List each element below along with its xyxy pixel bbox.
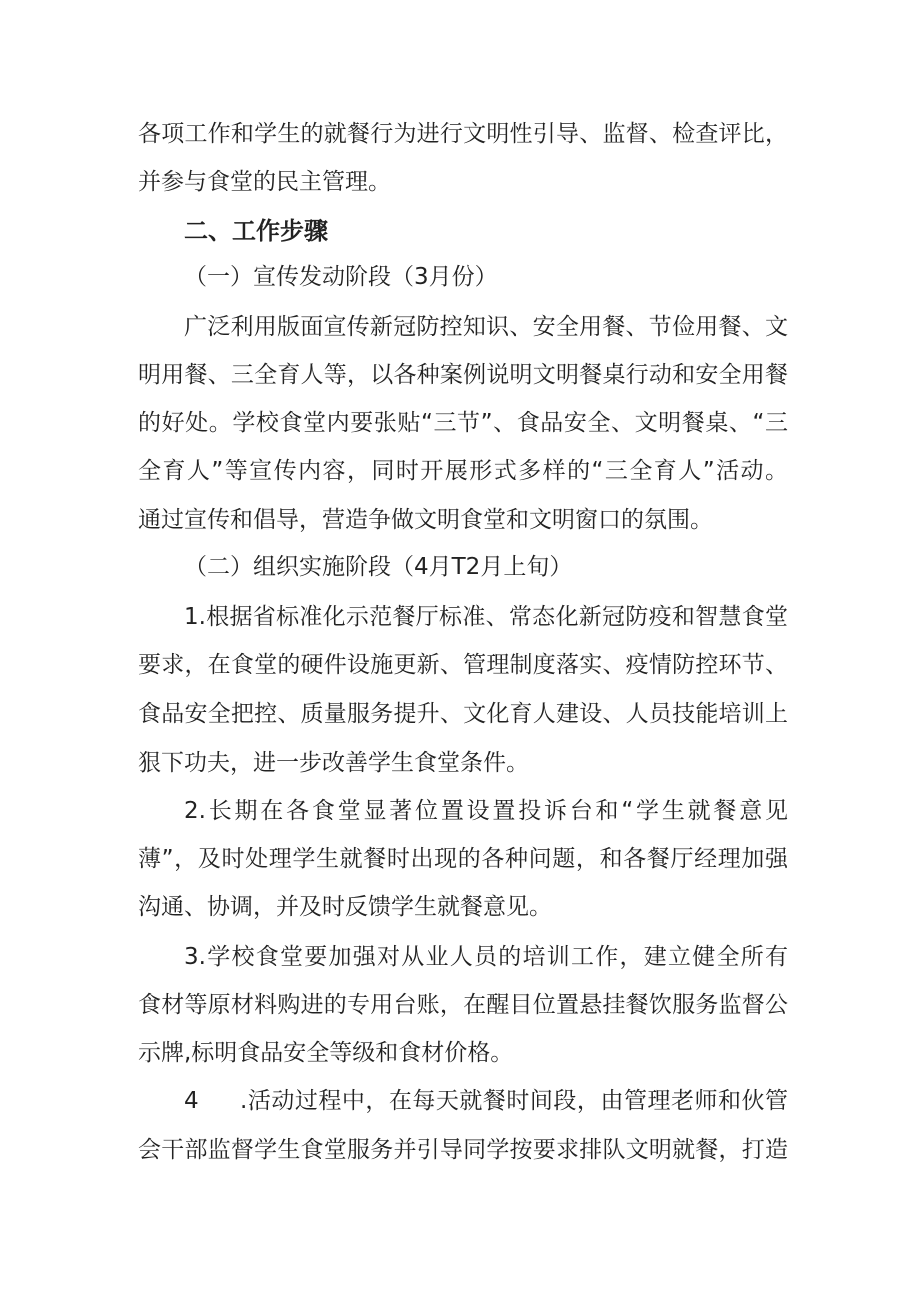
paragraph-line: .活动过程中，在每天就餐时间段，由管理老师和伙管 [240,1088,788,1114]
paragraph-line: 各项工作和学生的就餐行为进行文明性引导、监督、检查评比， [138,121,788,147]
paragraph-line: 沟通、协调，并及时反馈学生就餐意见。 [138,894,552,920]
paragraph-line: 食材等原材料购进的专用台账，在醒目位置悬挂餐饮服务监督公 [138,992,788,1018]
paragraph-line: 通过宣传和倡导，营造争做文明食堂和文明窗口的氛围。 [138,507,713,533]
paragraph-line: 狠下功夫，进一步改善学生食堂条件。 [138,750,529,776]
list-number: 4 [184,1088,199,1114]
paragraph-line: 会干部监督学生食堂服务并引导同学按要求排队文明就餐，打造 [138,1137,788,1163]
paragraph-line: 食品安全把控、质量服务提升、文化育人建设、人员技能培训上 [138,701,788,727]
paragraph-line: 薄”，及时处理学生就餐时出现的各种问题，和各餐厅经理加强 [138,846,788,872]
subsection-heading: （一）宣传发动阶段（3月份） [184,264,498,290]
section-heading: 二、工作步骤 [184,217,328,245]
paragraph-line: 1.根据省标准化示范餐厅标准、常态化新冠防疫和智慧食堂 [184,604,788,630]
paragraph-line: 明用餐、三全育人等，以各种案例说明文明餐桌行动和安全用餐 [138,362,788,388]
paragraph-line: 要求，在食堂的硬件设施更新、管理制度落实、疫情防控环节、 [138,652,788,678]
subsection-heading: （二）组织实施阶段（4月T2月上旬） [184,554,573,580]
paragraph-line: 全育人”等宣传内容，同时开展形式多样的“三全育人”活动。 [138,458,788,484]
paragraph-line: 2.长期在各食堂显著位置设置投诉台和“学生就餐意见 [184,798,788,824]
paragraph-line: 示牌,标明食品安全等级和食材价格。 [138,1040,514,1066]
paragraph-line: 的好处。学校食堂内要张贴“三节”、食品安全、文明餐桌、“三 [138,410,788,436]
paragraph-line: 并参与食堂的民主管理。 [138,169,391,195]
paragraph-line: 广泛利用版面宣传新冠防控知识、安全用餐、节俭用餐、文 [184,314,788,340]
paragraph-line: 3.学校食堂要加强对从业人员的培训工作，建立健全所有 [184,944,788,970]
